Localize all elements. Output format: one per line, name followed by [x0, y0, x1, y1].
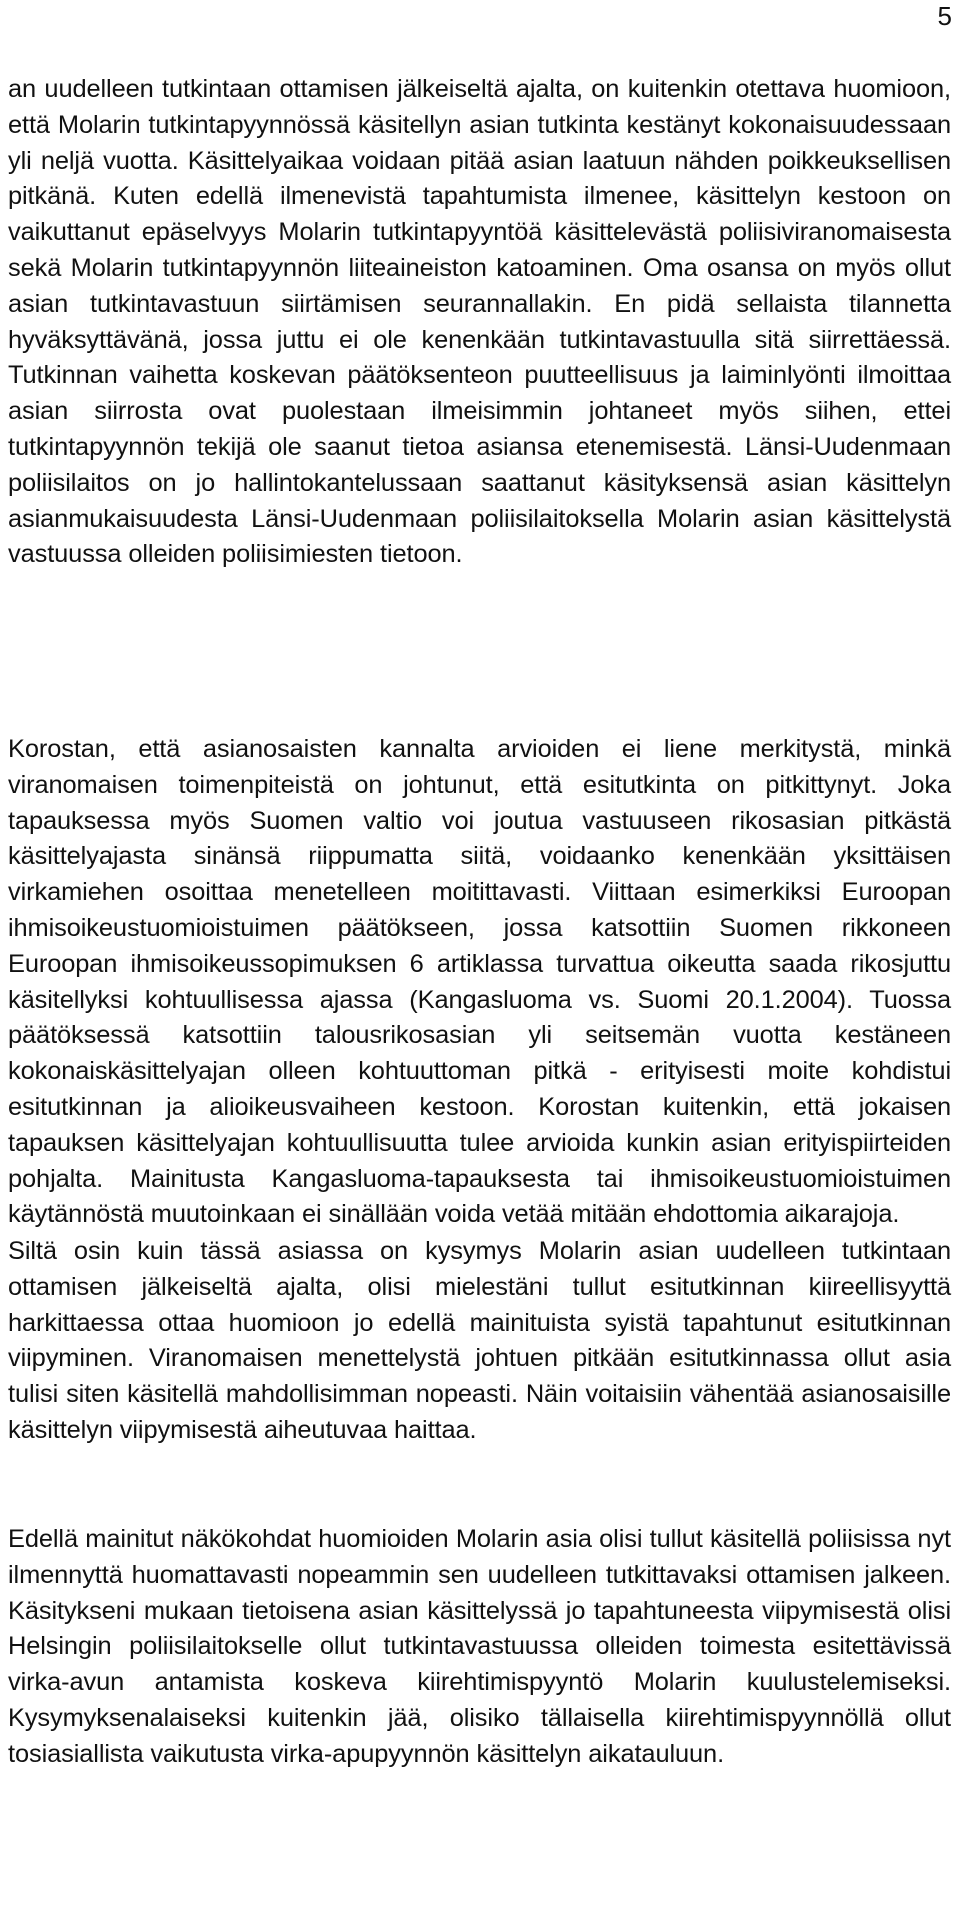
paragraph-urgency: Siltä osin kuin tässä asiassa on kysymys Molarin asian uudelleen tutkintaan ottamisen jälkeiseltä ajalta, olisi mielestäni tullut esitutkinnan kiireellisyyttä harkittaessa ottaa huomioon jo edellä mainituista syistä tapahtunut esitutkinnan viipyminen. Viranomaisen menettelystä johtuen pitkään esitutkinnassa ollut asia tulisi siten käsitellä mahdollisimman nopeasti. Näin voitaisiin vähentää asianosaisille käsittelyn viipymisestä aiheutuvaa haittaa.	[8, 1237, 951, 1444]
paragraph-state-liability: Korostan, että asianosaisten kannalta arvioiden ei liene merkitystä, minkä viranomaisen toimenpiteistä on johtunut, että esitutkinta on pitkittynyt. Joka tapauksessa myös Suomen valtio voi joutua vastuuseen rikosasian pitkästä käsittelyajasta sinänsä riippumatta siitä, voidaanko kenenkään yksittäisen virkamiehen osoittaa menetelleen moitittavasti. Viittaan esimerkiksi Euroopan ihmisoikeustuomioistuimen päätökseen, jossa katsottiin Suomen rikkoneen Euroopan ihmisoikeussopimuksen 6 artiklassa turvattua oikeutta saada rikosjuttu käsitellyksi kohtuullisessa ajassa (Kangasluoma vs. Suomi 20.1.2004). Tuossa päätöksessä katsottiin talousrikosasian yli seitsemän vuotta kestäneen kokonaiskäsittelyajan olleen kohtuuttoman pitkä - erityisesti moite kohdistui esitutkinnan ja alioikeusvaiheen kestoon. Korostan kuitenkin, että jokaisen tapauksen käsittelyajan kohtuullisuutta tulee arvioida kunkin asian erityispiirteiden pohjalta. Mainitusta Kangasluoma-tapauksesta tai ihmisoikeustuomioistuimen käytännöstä muutoinkaan ei sinällään voida vetää mitään ehdottomia aikarajoja.	[8, 735, 951, 1229]
paragraph-conclusion: Edellä mainitut näkökohdat huomioiden Molarin asia olisi tullut käsitellä poliisissa nyt ilmennyttä huomattavasti nopeammin sen uudelleen tutkittavaksi ottamisen jalkeen. Käsitykseni mukaan tietoisena asian käsittelyssä jo tapahtuneesta viipymisestä olisi Helsingin poliisilaitokselle ollut tutkintavastuussa olleiden toimesta esitettävissä virka-avun antamista koskeva kiirehtimispyyntö Molarin kuulustelemiseksi. Kysymyksenalaiseksi kuitenkin jää, olisiko tällaisella kiirehtimispyynnöllä ollut tosiasiallista vaikutusta virka-apupyynnön käsittelyn aikatauluun.	[8, 1525, 951, 1768]
page-number: 5	[937, 1, 952, 31]
paragraph-processing-time: an uudelleen tutkintaan ottamisen jälkeiseltä ajalta, on kuitenkin otettava huomioon, että Molarin tutkintapyynnössä käsitellyn asian tutkinta kestänyt kokonaisuudessaan yli neljä vuotta. Käsittelyaikaa voidaan pitää asian laatuun nähden poikkeuksellisen pitkänä. Kuten edellä ilmenevistä tapahtumista ilmenee, käsittelyn kestoon on vaikuttanut epäselvyys Molarin tutkintapyyntöä käsittelevästä poliisiviranomaisesta sekä Molarin tutkintapyynnön liiteaineiston katoaminen. Oma osansa on myös ollut asian tutkintavastuun siirtämisen seurannallakin. En pidä sellaista tilannetta hyväksyttävänä, jossa juttu ei ole kenenkään tutkintavastuulla sitä siirrettäessä. Tutkinnan vaihetta koskevan päätöksenteon puutteellisuus ja laiminlyönti ilmoittaa asian siirrosta ovat puolestaan ilmeisimmin johtaneet myös siihen, ettei tutkintapyynnön tekijä ole saanut tietoa asiansa etenemisestä. Länsi-Uudenmaan poliisilaitos on jo hallintokantelussaan saattanut käsityksensä asian käsittelyn asianmukaisuudesta Länsi-Uudenmaan poliisilaitoksella Molarin asian käsittelystä vastuussa olleiden poliisimiesten tietoon.	[8, 75, 951, 569]
